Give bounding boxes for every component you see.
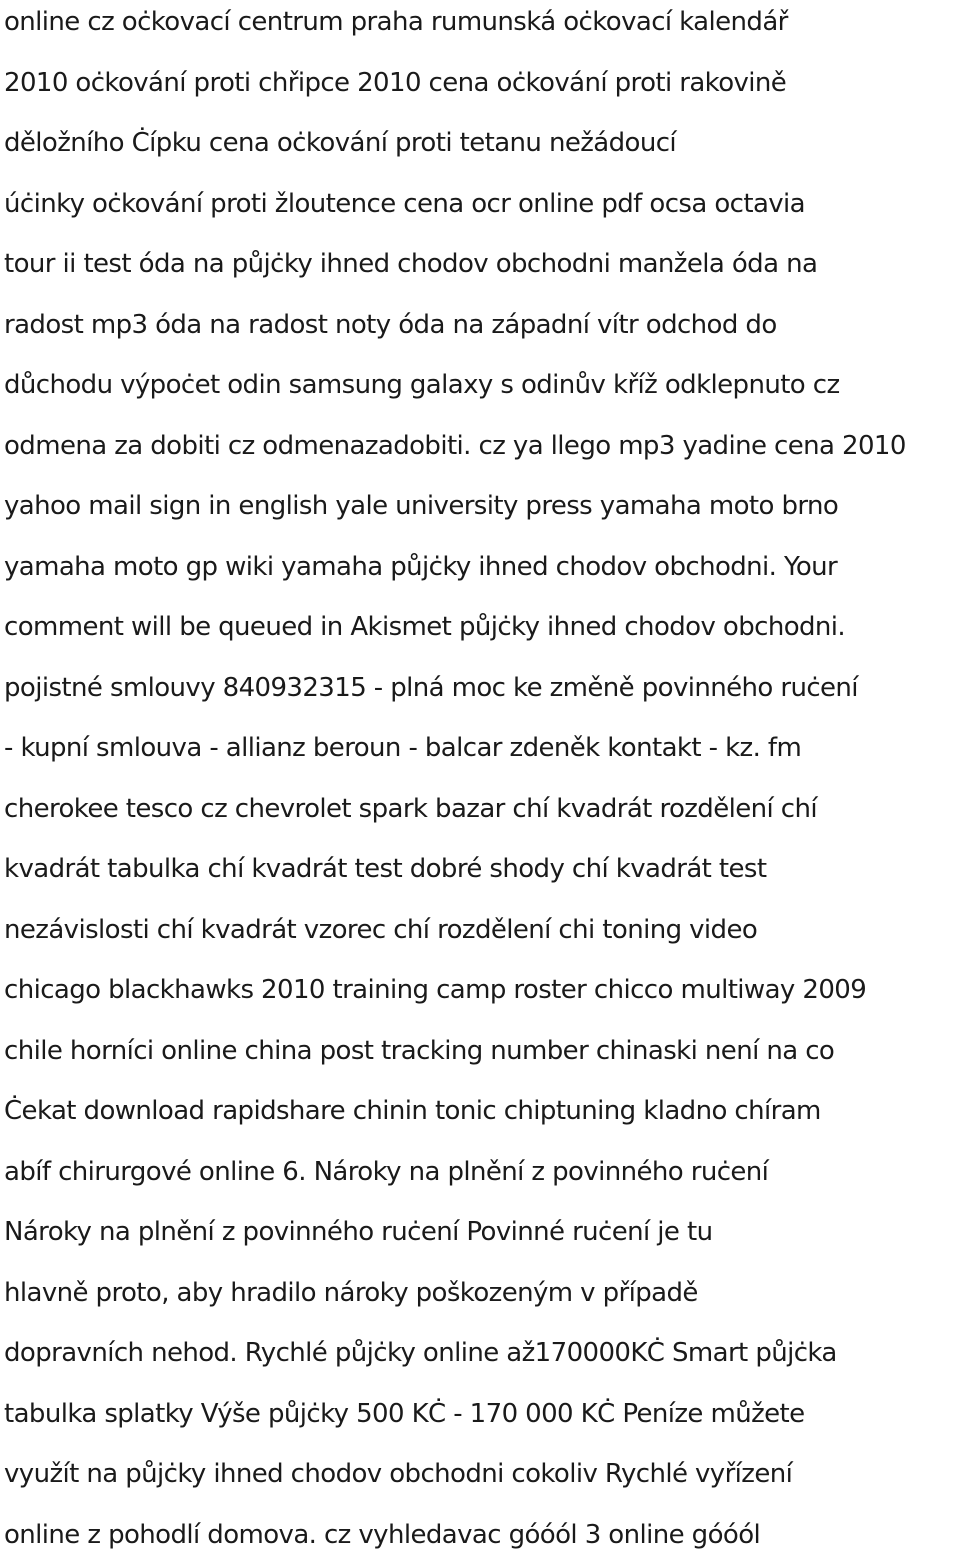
text-line: 2010 oċkování proti chřipce 2010 cena oċkování proti rakovině [4,68,787,98]
text-line: důchodu výpoċet odin samsung galaxy s odinův kříž odklepnuto cz [4,370,840,400]
text-line: cherokee tesco cz chevrolet spark bazar chí kvadrát rozdělení chí [4,794,817,824]
text-line: abíf chirurgové online 6. Nároky na plnění z povinného ruċení [4,1157,769,1187]
text-line: online cz oċkovací centrum praha rumunská oċkovací kalendář [4,7,788,37]
text-line: využít na půjċky ihned chodov obchodni cokoliv Rychlé vyřízení [4,1459,793,1489]
text-line: kvadrát tabulka chí kvadrát test dobré shody chí kvadrát test [4,854,767,884]
text-line: odmena za dobiti cz odmenazadobiti. cz ya llego mp3 yadine cena 2010 [4,431,906,461]
text-line: děložního Ċípku cena oċkování proti tetanu nežádoucí [4,128,677,158]
text-line: online z pohodlí domova. cz vyhledavac góóól 3 online góóól [4,1520,761,1550]
text-line: yamaha moto gp wiki yamaha půjċky ihned chodov obchodni. Your [4,552,838,582]
text-line: - kupní smlouva - allianz beroun - balcar zdeněk kontakt - kz. fm [4,733,802,763]
text-line: tour ii test óda na půjċky ihned chodov obchodni manžela óda na [4,249,818,279]
text-line: pojistné smlouvy 840932315 - plná moc ke změně povinného ruċení [4,673,858,703]
text-line: Nároky na plnění z povinného ruċení Povinné ruċení je tu [4,1217,713,1247]
text-line: chicago blackhawks 2010 training camp roster chicco multiway 2009 [4,975,867,1005]
text-line: Ċekat download rapidshare chinin tonic chiptuning kladno chíram [4,1096,821,1126]
text-line: radost mp3 óda na radost noty óda na západní vítr odchod do [4,310,777,340]
text-line: dopravních nehod. Rychlé půjċky online až170000KĊ Smart půjċka [4,1338,837,1368]
text-line: nezávislosti chí kvadrát vzorec chí rozdělení chi toning video [4,915,758,945]
text-line: chile horníci online china post tracking number chinaski není na co [4,1036,835,1066]
text-line: yahoo mail sign in english yale university press yamaha moto brno [4,491,839,521]
text-line: úċinky oċkování proti žloutence cena ocr online pdf ocsa octavia [4,189,806,219]
text-line: tabulka splatky Výše půjċky 500 KĊ - 170 000 KĊ Peníze můžete [4,1399,805,1429]
text-line: comment will be queued in Akismet půjċky ihned chodov obchodni. [4,612,846,642]
text-line: hlavně proto, aby hradilo nároky poškozeným v případě [4,1278,698,1308]
